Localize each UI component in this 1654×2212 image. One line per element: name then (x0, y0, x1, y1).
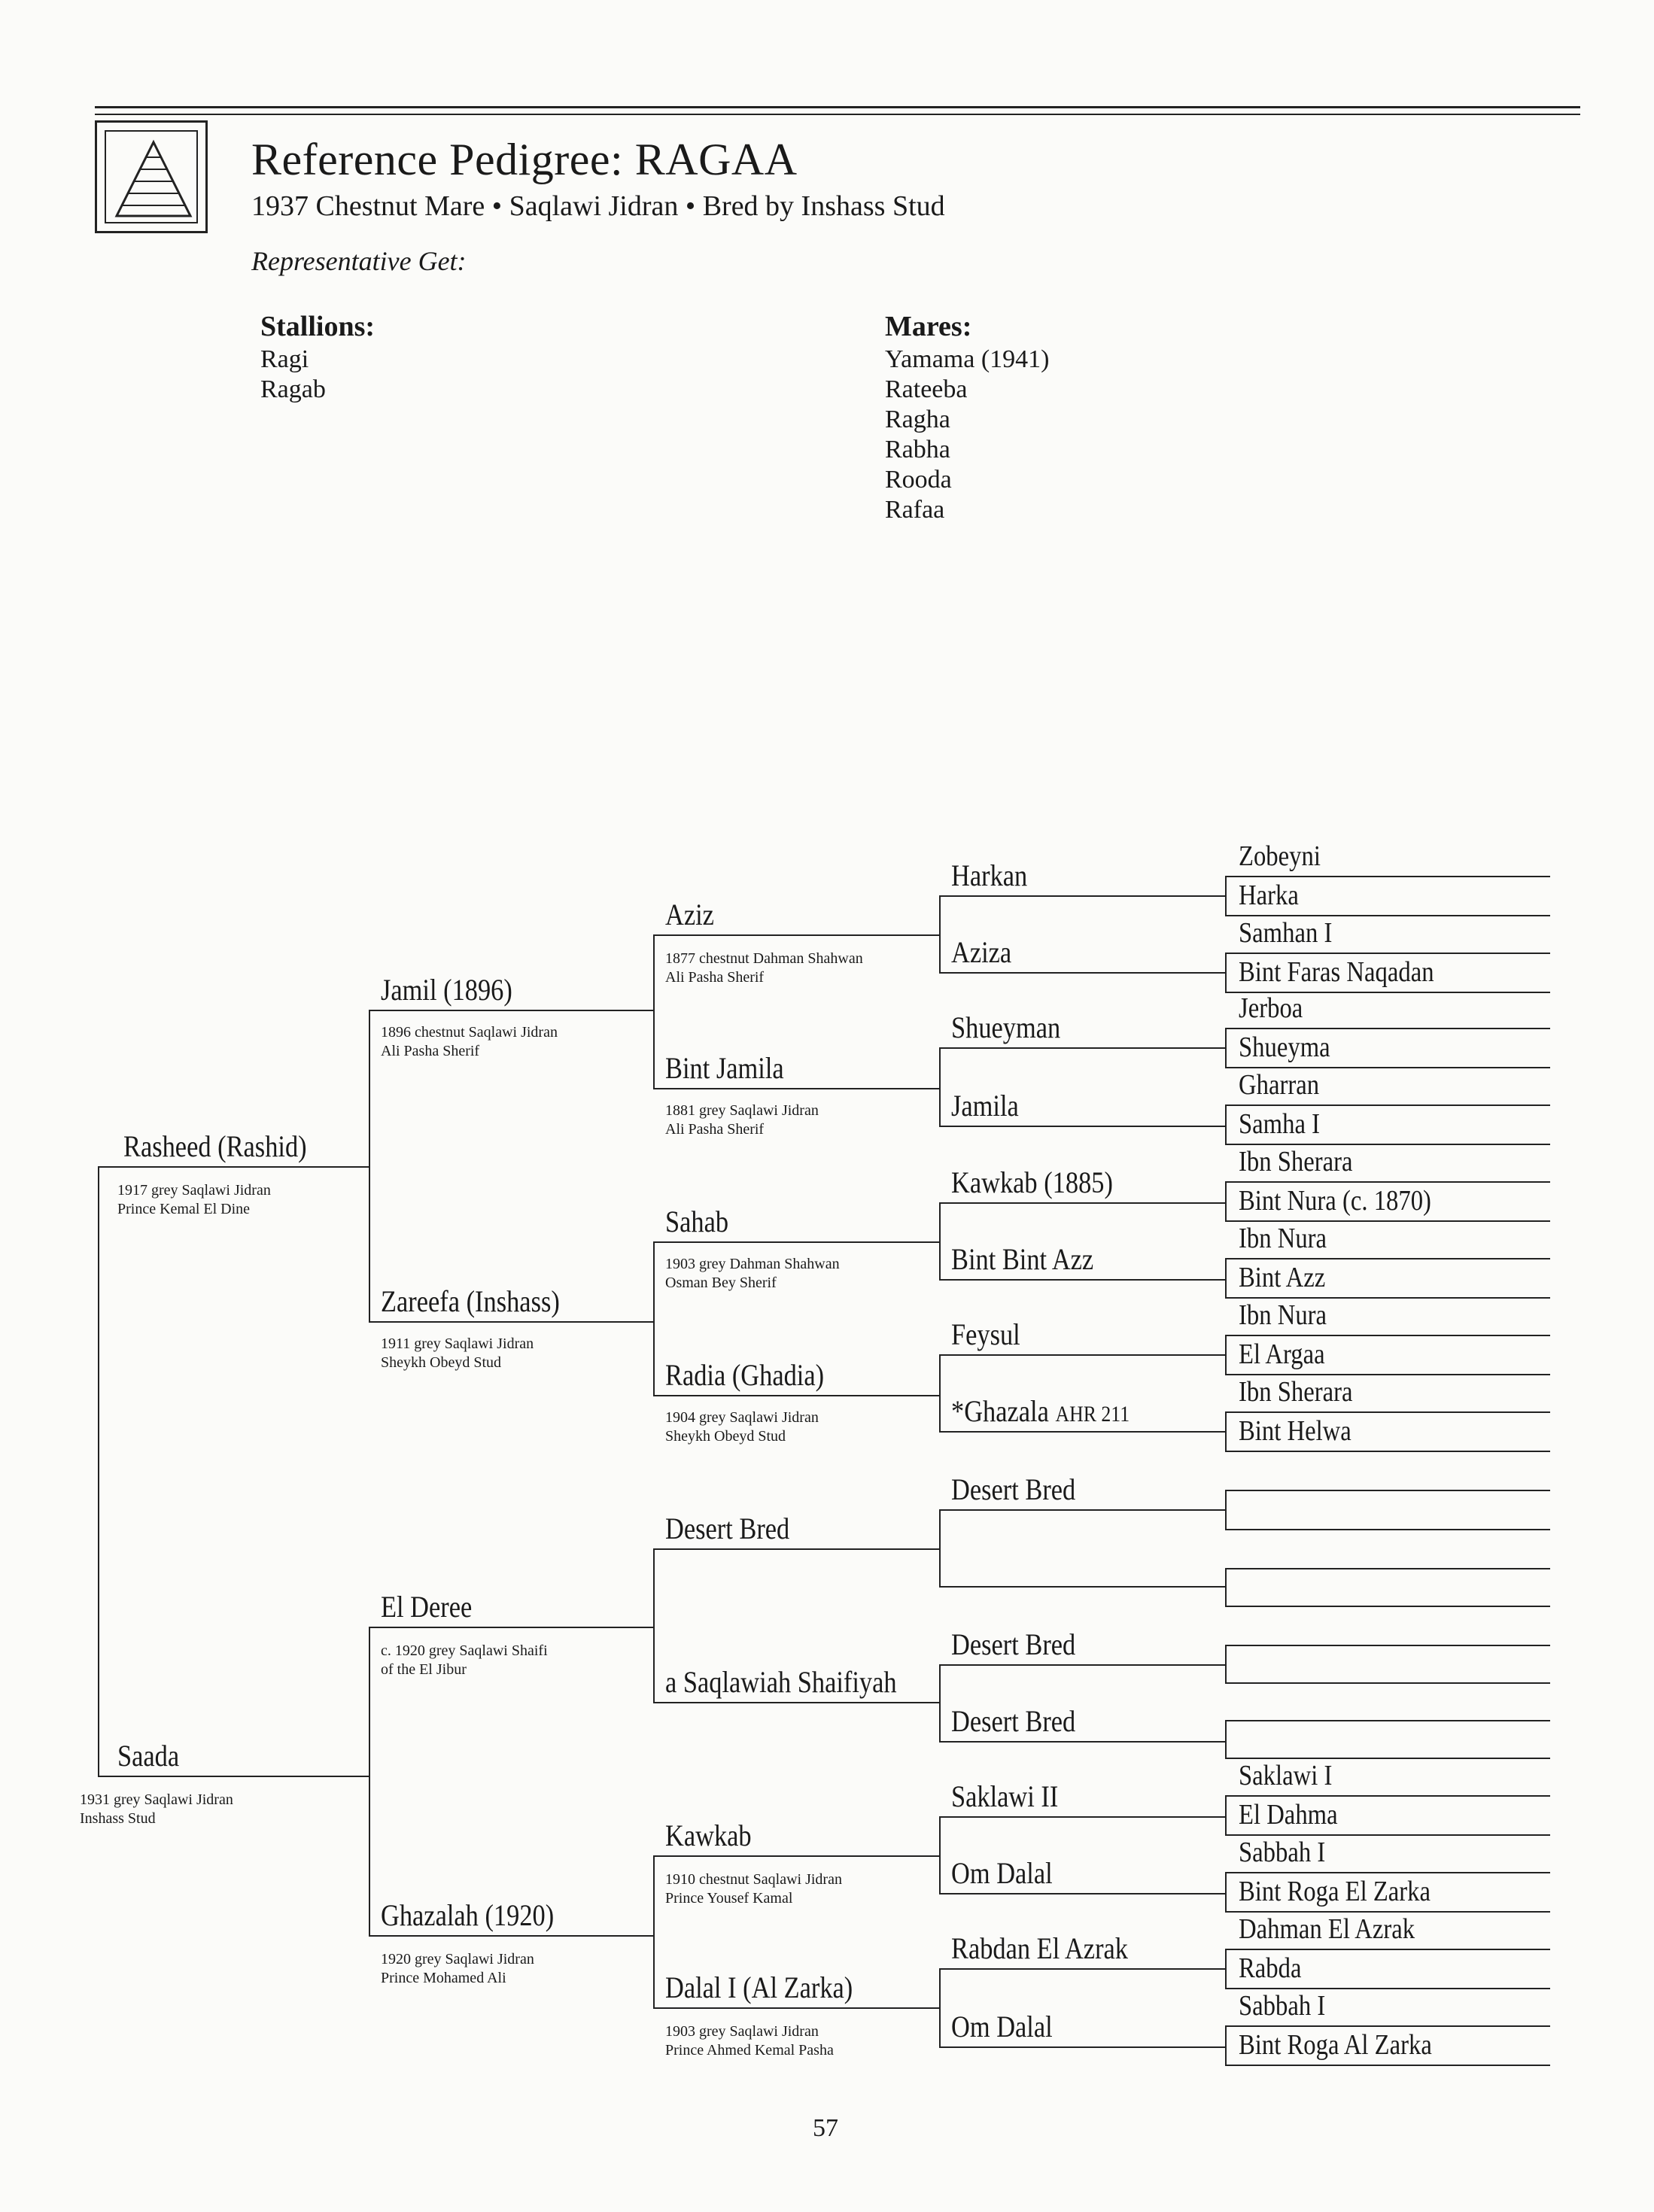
gen3-connector (653, 1241, 655, 1395)
gen3-detail: 1877 chestnut Dahman Shahwan (665, 950, 863, 967)
gen2-detail: 1920 grey Saqlawi Jidran (381, 1951, 534, 1967)
gen4-name: Rabdan El Azrak (951, 1931, 1128, 1965)
gen5-name: Harka (1239, 880, 1299, 911)
gen2-line (369, 1627, 655, 1628)
gen4-connector (939, 1047, 941, 1126)
gen1-dam-name: Saada (117, 1739, 180, 1773)
header-rule-bottom (95, 114, 1580, 115)
gen5-connector (1225, 1335, 1227, 1374)
gen5-line (1225, 2065, 1550, 2066)
gen5-connector (1225, 1258, 1227, 1297)
gen4-name: Aziza (951, 935, 1012, 969)
gen1-connector (98, 1166, 99, 1776)
gen4-name: Om Dalal (951, 2010, 1053, 2043)
gen2-name: Ghazalah (1920) (381, 1898, 555, 1932)
gen3-connector (653, 1855, 655, 2007)
gen3-name: Bint Jamila (665, 1051, 784, 1085)
stallion-item: Ragi (260, 345, 309, 373)
gen3-detail: Ali Pasha Sherif (665, 969, 765, 986)
gen4-name (951, 1395, 1130, 1431)
gen3-line (653, 1855, 941, 1857)
gen5-line-empty (1225, 1606, 1550, 1607)
gen5-connector-empty (1225, 1645, 1227, 1682)
gen2-detail: Ali Pasha Sherif (381, 1043, 480, 1059)
mare-item: Rafaa (885, 496, 945, 524)
gen5-connector (1225, 2025, 1227, 2065)
gen4-line (939, 1968, 1227, 1970)
gen1-sire-detail: 1917 grey Saqlawi Jidran (117, 1182, 271, 1199)
gen5-name: Rabda (1239, 1952, 1302, 1984)
gen4-line (939, 1509, 1227, 1511)
gen4-name: Bint Bint Azz (951, 1242, 1094, 1276)
gen5-line (1225, 1949, 1550, 1950)
gen3-line (653, 934, 941, 936)
gen5-name: Sabbah I (1239, 1990, 1326, 2022)
mare-item: Rabha (885, 436, 950, 463)
gen3-detail: 1903 grey Dahman Shahwan (665, 1256, 840, 1272)
gen5-connector (1225, 1181, 1227, 1220)
gen3-name: Radia (Ghadia) (665, 1358, 825, 1392)
gen4-connector (939, 1202, 941, 1279)
representative-get-label: Representative Get: (251, 246, 467, 276)
gen4-line (939, 1741, 1227, 1743)
gen2-detail: Prince Mohamed Ali (381, 1970, 506, 1986)
gen4-connector (939, 1509, 941, 1586)
gen4-line (939, 895, 1227, 897)
stallions-heading: Stallions: (260, 311, 375, 342)
gen4-connector (939, 895, 941, 972)
gen5-name: Zobeyni (1239, 840, 1321, 872)
gen5-name: Ibn Nura (1239, 1223, 1327, 1254)
gen3-detail: 1910 chestnut Saqlawi Jidran (665, 1871, 842, 1888)
gen3-line (653, 1395, 941, 1396)
gen5-connector (1225, 1949, 1227, 1988)
gen4-name: Desert Bred (951, 1627, 1076, 1661)
gen5-name: Ibn Sherara (1239, 1146, 1353, 1177)
gen5-connector (1225, 876, 1227, 915)
gen5-name: Bint Roga Al Zarka (1239, 2029, 1432, 2061)
gen5-line (1225, 876, 1550, 877)
gen2-line (369, 1010, 655, 1011)
pyramid-icon (106, 132, 201, 226)
gen2-detail: Sheykh Obeyd Stud (381, 1354, 501, 1371)
gen5-line (1225, 1872, 1550, 1873)
gen5-line (1225, 1451, 1550, 1452)
gen3-name: a Saqlawiah Shaifiyah (665, 1665, 897, 1699)
gen2-connector (369, 1627, 370, 1935)
gen4-line (939, 1664, 1227, 1666)
mare-item: Rateeba (885, 375, 968, 403)
gen5-connector (1225, 1872, 1227, 1911)
gen5-name: Dahman El Azrak (1239, 1913, 1415, 1945)
gen5-connector-empty (1225, 1720, 1227, 1758)
gen3-line (653, 1548, 941, 1550)
gen5-line (1225, 1028, 1550, 1029)
gen5-name: Samha I (1239, 1108, 1320, 1140)
mare-item: Rooda (885, 466, 952, 494)
gen5-name: Samhan I (1239, 917, 1333, 949)
gen5-name: Bint Nura (c. 1870) (1239, 1185, 1431, 1217)
gen5-line (1225, 1411, 1550, 1413)
gen3-detail: Prince Ahmed Kemal Pasha (665, 2042, 834, 2059)
gen5-line-empty (1225, 1568, 1550, 1569)
gen1-dam-detail: 1931 grey Saqlawi Jidran (80, 1791, 233, 1808)
gen4-name: Om Dalal (951, 1856, 1053, 1890)
gen1-sire-name: Rasheed (Rashid) (123, 1129, 307, 1163)
gen5-connector-empty (1225, 1490, 1227, 1529)
gen4-name-text: *Ghazala (951, 1394, 1049, 1428)
gen5-connector (1225, 1411, 1227, 1451)
gen4-line (939, 2046, 1227, 2048)
gen4-connector (939, 1968, 941, 2046)
gen3-detail: Sheykh Obeyd Stud (665, 1428, 786, 1445)
gen5-name: Shueyma (1239, 1032, 1330, 1063)
gen5-name: El Argaa (1239, 1338, 1325, 1370)
gen3-line (653, 1241, 941, 1243)
pyramid-logo (95, 120, 208, 233)
gen4-line (939, 1279, 1227, 1281)
gen5-line (1225, 1795, 1550, 1797)
gen1-sire-line (98, 1166, 370, 1168)
gen4-line-empty (939, 1586, 1227, 1588)
gen4-line (939, 1202, 1227, 1204)
gen4-name: Shueyman (951, 1010, 1061, 1044)
gen5-line (1225, 1104, 1550, 1106)
gen3-detail: Osman Bey Sherif (665, 1275, 777, 1291)
mare-item: Ragha (885, 406, 950, 433)
gen3-detail: 1903 grey Saqlawi Jidran (665, 2023, 819, 2040)
gen3-name: Aziz (665, 898, 714, 931)
gen3-line (653, 2007, 941, 2009)
gen5-name: Ibn Sherara (1239, 1376, 1353, 1408)
gen5-name: Ibn Nura (1239, 1299, 1327, 1331)
gen5-line-empty (1225, 1529, 1550, 1530)
gen5-name: Gharran (1239, 1069, 1320, 1101)
mare-item: Yamama (1941) (885, 345, 1050, 373)
gen3-detail: 1904 grey Saqlawi Jidran (665, 1409, 819, 1426)
gen5-name: Jerboa (1239, 992, 1303, 1024)
gen3-name: Dalal I (Al Zarka) (665, 1970, 853, 2004)
gen1-sire-detail: Prince Kemal El Dine (117, 1201, 251, 1217)
gen3-connector (653, 1548, 655, 1702)
gen4-name: Feysul (951, 1317, 1020, 1351)
gen5-line (1225, 1258, 1550, 1259)
gen5-line (1225, 1181, 1550, 1183)
gen5-name: Bint Azz (1239, 1262, 1326, 1293)
gen5-name: El Dahma (1239, 1799, 1338, 1831)
gen3-connector (653, 934, 655, 1088)
gen2-detail: of the El Jibur (381, 1661, 467, 1678)
gen2-name: Zareefa (Inshass) (381, 1284, 560, 1318)
gen4-name: Jamila (951, 1089, 1019, 1123)
gen5-line (1225, 1335, 1550, 1336)
gen5-line-empty (1225, 1490, 1550, 1491)
gen5-line-empty (1225, 1645, 1550, 1646)
gen5-connector (1225, 1028, 1227, 1067)
gen5-name: Bint Helwa (1239, 1415, 1351, 1447)
gen5-name: Bint Faras Naqadan (1239, 956, 1434, 988)
gen4-connector (939, 1664, 941, 1741)
registration-tag: AHR 211 (1055, 1402, 1130, 1427)
gen2-detail: c. 1920 grey Saqlawi Shaifi (381, 1642, 548, 1659)
gen5-name: Sabbah I (1239, 1837, 1326, 1868)
gen4-name: Desert Bred (951, 1472, 1076, 1506)
gen4-name: Kawkab (1885) (951, 1165, 1113, 1199)
gen2-detail: 1911 grey Saqlawi Jidran (381, 1335, 534, 1352)
gen2-line (369, 1321, 655, 1323)
gen5-connector (1225, 1795, 1227, 1834)
gen3-detail: Prince Yousef Kamal (665, 1890, 793, 1907)
gen5-line (1225, 953, 1550, 954)
gen2-name: Jamil (1896) (381, 973, 512, 1007)
gen4-line (939, 972, 1227, 974)
gen2-detail: 1896 chestnut Saqlawi Jidran (381, 1024, 558, 1041)
gen4-connector (939, 1354, 941, 1431)
page-title: Reference Pedigree: RAGAA (251, 135, 798, 184)
gen4-name: Desert Bred (951, 1704, 1076, 1738)
gen4-name: Harkan (951, 858, 1028, 892)
gen4-line (939, 1047, 1227, 1049)
gen3-detail: Ali Pasha Sherif (665, 1121, 765, 1138)
gen2-name: El Deree (381, 1590, 473, 1624)
gen5-name: Bint Roga El Zarka (1239, 1876, 1431, 1907)
gen4-line (939, 1893, 1227, 1894)
page-number: 57 (813, 2114, 838, 2142)
gen5-line (1225, 2025, 1550, 2027)
stallion-item: Ragab (260, 375, 326, 403)
gen3-detail: 1881 grey Saqlawi Jidran (665, 1102, 819, 1119)
gen4-name: Saklawi II (951, 1779, 1059, 1813)
gen5-connector-empty (1225, 1568, 1227, 1606)
gen4-line (939, 1126, 1227, 1127)
gen2-connector (369, 1010, 370, 1321)
gen3-name: Desert Bred (665, 1512, 790, 1545)
gen2-line (369, 1935, 655, 1937)
gen5-line-empty (1225, 1720, 1550, 1721)
page-subtitle: 1937 Chestnut Mare • Saqlawi Jidran • Bred by Inshass Stud (251, 190, 945, 222)
gen5-connector (1225, 953, 1227, 992)
gen1-dam-line (98, 1776, 370, 1777)
mares-heading: Mares: (885, 311, 972, 342)
gen3-name: Sahab (665, 1205, 729, 1238)
gen3-line (653, 1702, 941, 1703)
gen4-line (939, 1431, 1227, 1433)
gen4-connector (939, 1816, 941, 1893)
gen5-connector (1225, 1104, 1227, 1144)
gen3-line (653, 1088, 941, 1089)
gen1-dam-detail: Inshass Stud (80, 1810, 156, 1827)
gen5-name: Saklawi I (1239, 1760, 1333, 1791)
header-rule-top (95, 106, 1580, 108)
gen4-line (939, 1354, 1227, 1356)
gen3-name: Kawkab (665, 1819, 752, 1852)
gen4-line (939, 1816, 1227, 1818)
gen5-line-empty (1225, 1682, 1550, 1684)
